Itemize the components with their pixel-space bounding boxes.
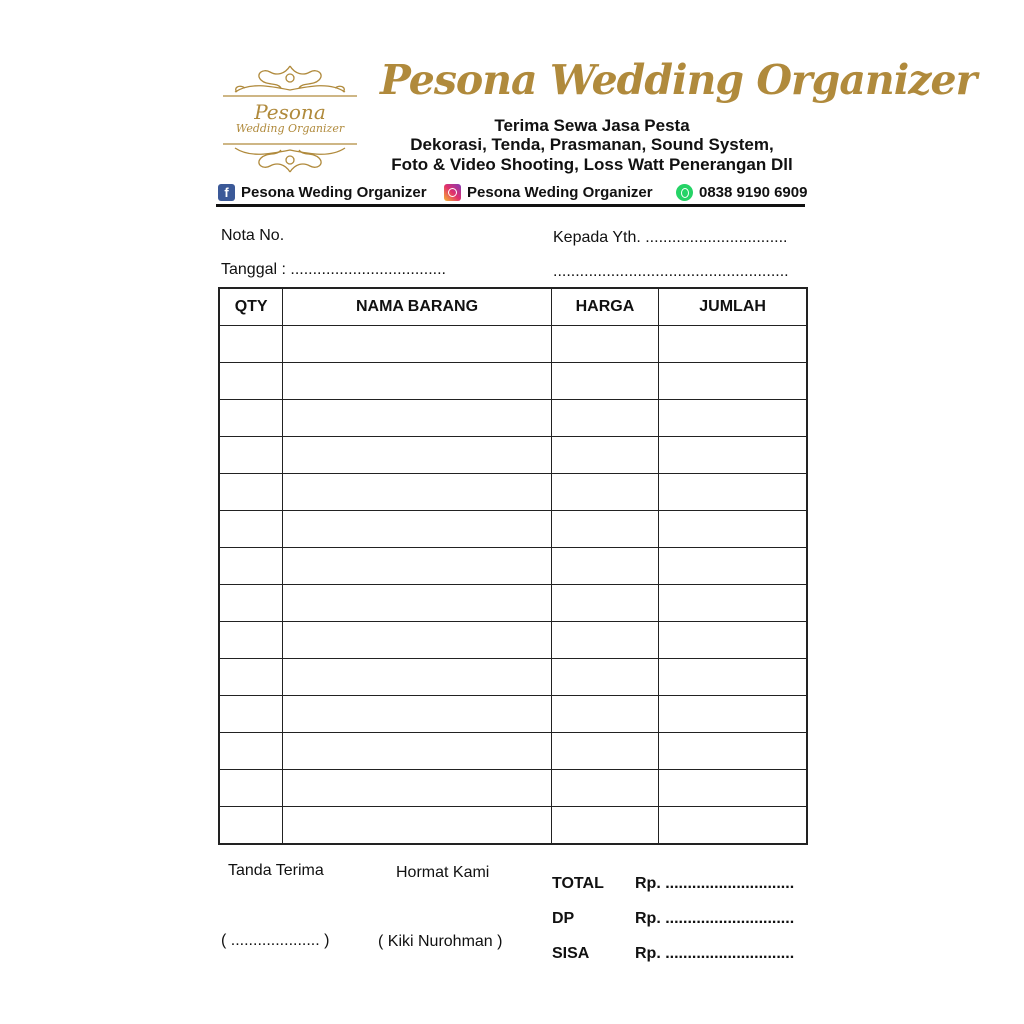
qty-cell[interactable] [219, 770, 283, 807]
recipient-field[interactable]: Kepada Yth. ................................ [553, 229, 788, 246]
price-cell[interactable] [551, 733, 659, 770]
item-name-cell[interactable] [283, 437, 551, 474]
receiver-signature-label: Tanda Terima [228, 862, 324, 879]
price-cell[interactable] [551, 326, 659, 363]
item-name-cell[interactable] [283, 474, 551, 511]
nota-number-field[interactable]: Nota No. [221, 227, 285, 244]
table-row [219, 659, 807, 696]
logo-text-pesona: Pesona [254, 100, 326, 124]
total-label: TOTAL [552, 875, 604, 892]
table-header-row [219, 288, 807, 326]
receiver-name-field[interactable]: ( .................... ) [221, 932, 330, 949]
price-cell[interactable] [551, 474, 659, 511]
whatsapp-contact [676, 184, 807, 201]
amount-cell[interactable] [659, 622, 807, 659]
table-row [219, 363, 807, 400]
column-header-item-name: NAMA BARANG [283, 288, 551, 326]
logo-text-wedding-organizer: Wedding Organizer [235, 122, 345, 135]
amount-cell[interactable] [659, 659, 807, 696]
items-table [218, 287, 808, 845]
header-divider [216, 204, 805, 207]
tagline-services-list-1: Dekorasi, Tenda, Prasmanan, Sound System, [410, 135, 774, 154]
recipient-field-line-2[interactable]: ..................................................... [553, 263, 789, 280]
column-header-qty: QTY [219, 288, 283, 326]
amount-cell[interactable] [659, 363, 807, 400]
item-name-cell[interactable] [283, 733, 551, 770]
amount-cell[interactable] [659, 770, 807, 807]
amount-cell[interactable] [659, 474, 807, 511]
table-row [219, 622, 807, 659]
table-row [219, 400, 807, 437]
amount-cell[interactable] [659, 511, 807, 548]
amount-cell[interactable] [659, 696, 807, 733]
table-row [219, 474, 807, 511]
qty-cell[interactable] [219, 807, 283, 845]
price-cell[interactable] [551, 400, 659, 437]
table-row [219, 437, 807, 474]
price-cell[interactable] [551, 622, 659, 659]
item-name-cell[interactable] [283, 696, 551, 733]
company-logo [215, 60, 365, 178]
qty-cell[interactable] [219, 696, 283, 733]
item-name-cell[interactable] [283, 585, 551, 622]
qty-cell[interactable] [219, 622, 283, 659]
amount-cell[interactable] [659, 585, 807, 622]
qty-cell[interactable] [219, 363, 283, 400]
item-name-cell[interactable] [283, 770, 551, 807]
sender-signature-label: Hormat Kami [396, 864, 490, 881]
item-name-cell[interactable] [283, 659, 551, 696]
amount-cell[interactable] [659, 548, 807, 585]
facebook-handle: Pesona Weding Organizer [241, 184, 427, 201]
instagram-contact [444, 184, 653, 201]
item-name-cell[interactable] [283, 622, 551, 659]
table-row [219, 733, 807, 770]
dp-value-field[interactable]: Rp. ............................. [635, 910, 795, 927]
items-table-body [219, 326, 807, 845]
qty-cell[interactable] [219, 326, 283, 363]
whatsapp-number: 0838 9190 6909 [699, 184, 808, 201]
amount-cell[interactable] [659, 400, 807, 437]
table-row [219, 585, 807, 622]
qty-cell[interactable] [219, 437, 283, 474]
table-row [219, 770, 807, 807]
price-cell[interactable] [551, 437, 659, 474]
instagram-icon [444, 184, 461, 201]
amount-cell[interactable] [659, 326, 807, 363]
item-name-cell[interactable] [283, 548, 551, 585]
price-cell[interactable] [551, 807, 659, 845]
tagline-services-title: Terima Sewa Jasa Pesta [494, 116, 690, 135]
item-name-cell[interactable] [283, 400, 551, 437]
qty-cell[interactable] [219, 659, 283, 696]
amount-cell[interactable] [659, 437, 807, 474]
date-field[interactable]: Tanggal : ................................... [221, 261, 446, 278]
qty-cell[interactable] [219, 585, 283, 622]
tagline-services-list-2: Foto & Video Shooting, Loss Watt Penerangan Dll [391, 155, 793, 174]
total-value-field[interactable]: Rp. ............................. [635, 875, 795, 892]
table-row [219, 511, 807, 548]
item-name-cell[interactable] [283, 363, 551, 400]
table-row [219, 548, 807, 585]
price-cell[interactable] [551, 659, 659, 696]
sisa-value-field[interactable]: Rp. ............................. [635, 945, 795, 962]
qty-cell[interactable] [219, 400, 283, 437]
item-name-cell[interactable] [283, 807, 551, 845]
qty-cell[interactable] [219, 733, 283, 770]
price-cell[interactable] [551, 511, 659, 548]
qty-cell[interactable] [219, 474, 283, 511]
column-header-amount: JUMLAH [659, 288, 807, 326]
column-header-price: HARGA [551, 288, 659, 326]
price-cell[interactable] [551, 363, 659, 400]
item-name-cell[interactable] [283, 511, 551, 548]
amount-cell[interactable] [659, 807, 807, 845]
price-cell[interactable] [551, 696, 659, 733]
table-row [219, 807, 807, 845]
brand-title: Pesona Wedding Organizer [380, 56, 977, 104]
qty-cell[interactable] [219, 548, 283, 585]
sisa-label: SISA [552, 945, 590, 962]
price-cell[interactable] [551, 548, 659, 585]
facebook-icon: f [218, 184, 235, 201]
price-cell[interactable] [551, 585, 659, 622]
instagram-handle: Pesona Weding Organizer [467, 184, 653, 201]
whatsapp-icon [676, 184, 693, 201]
sender-name: ( Kiki Nurohman ) [378, 933, 503, 950]
facebook-contact [218, 184, 427, 201]
table-row [219, 696, 807, 733]
amount-cell[interactable] [659, 733, 807, 770]
dp-label: DP [552, 910, 575, 927]
qty-cell[interactable] [219, 511, 283, 548]
item-name-cell[interactable] [283, 326, 551, 363]
table-row [219, 326, 807, 363]
price-cell[interactable] [551, 770, 659, 807]
